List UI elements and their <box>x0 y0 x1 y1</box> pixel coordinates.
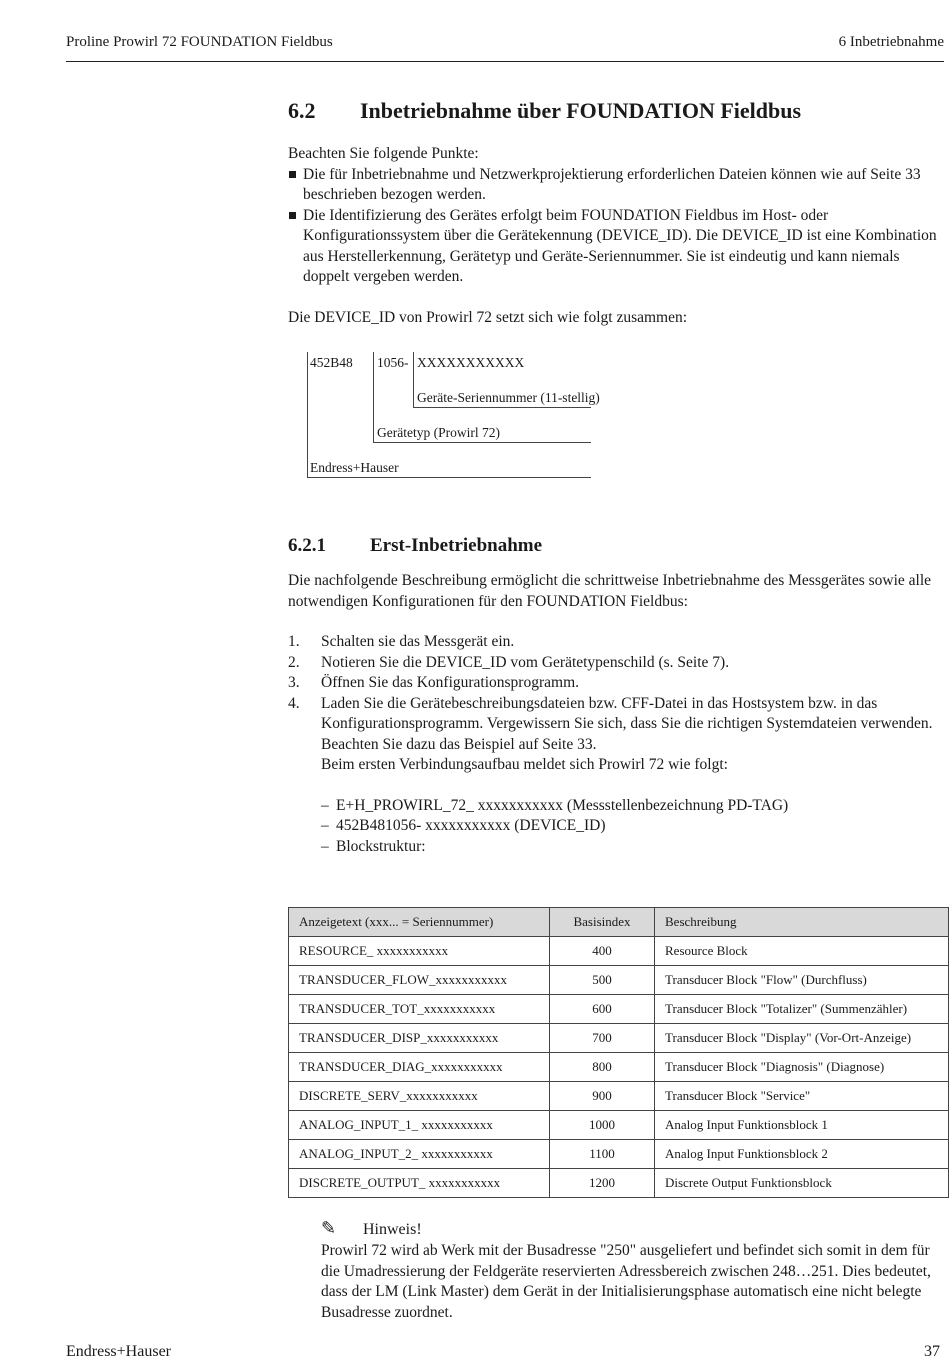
device-id-type-code: 1056- <box>377 355 409 370</box>
step-4-extra: Beim ersten Verbindungsaufbau meldet sich Prowirl 72 wie folgt: <box>321 756 728 773</box>
section-title: Inbetriebnahme über FOUNDATION Fieldbus <box>360 98 802 123</box>
column-header: Basisindex <box>550 908 655 937</box>
table-row: ANALOG_INPUT_2_ xxxxxxxxxxx 1100 Analog Input Funktionsblock 2 <box>289 1140 949 1169</box>
dash-item: – 452B481056- xxxxxxxxxxx (DEVICE_ID) <box>321 816 944 837</box>
table-row: DISCRETE_OUTPUT_ xxxxxxxxxxx 1200 Discrete Output Funktionsblock <box>289 1169 949 1198</box>
subsection-number: 6.2.1 <box>288 535 326 556</box>
page-content <box>288 96 944 1323</box>
note-title: Hinweis! <box>363 1221 422 1238</box>
subsection-title: Erst-Inbetriebnahme <box>370 535 543 556</box>
block-structure-table <box>288 907 949 1198</box>
table-row: TRANSDUCER_FLOW_xxxxxxxxxxx 500 Transducer Block "Flow" (Durchfluss) <box>289 966 949 995</box>
label-device-type: Gerätetyp (Prowirl 72) <box>377 425 500 440</box>
label-serial-number: Geräte-Seriennummer (11-stellig) <box>417 390 600 405</box>
bullet-item: Die für Inbetriebnahme und Netzwerkprojektierung erforderlichen Dateien können wie auf Seite 33 beschrieben bezogen werden. <box>288 165 944 206</box>
column-header: Anzeigetext (xxx... = Seriennummer) <box>289 908 550 937</box>
column-header: Beschreibung <box>655 908 949 937</box>
table-row: TRANSDUCER_TOT_xxxxxxxxxxx 600 Transducer Block "Totalizer" (Summenzähler) <box>289 995 949 1024</box>
section-heading <box>288 96 944 126</box>
header-chapter: 6 Inbetriebnahme <box>838 34 944 50</box>
step-item: 2. Notieren Sie die DEVICE_ID vom Gerätetypenschild (s. Seite 7). <box>288 653 730 671</box>
subsection-heading <box>288 533 944 559</box>
page-number: 37 <box>924 1343 940 1360</box>
bullet-list <box>288 165 944 288</box>
dash-item: – E+H_PROWIRL_72_ xxxxxxxxxxx (Messstellenbezeichnung PD-TAG) <box>321 796 944 817</box>
table-row: TRANSDUCER_DIAG_xxxxxxxxxxx 800 Transducer Block "Diagnosis" (Diagnose) <box>289 1053 949 1082</box>
dash-item: – Blockstruktur: <box>321 837 944 858</box>
section-intro: Beachten Sie folgende Punkte: <box>288 145 479 162</box>
section-number: 6.2 <box>288 98 316 123</box>
dash-list <box>321 796 944 858</box>
note-box <box>288 1218 944 1323</box>
subsection-intro: Die nachfolgende Beschreibung ermöglicht die schrittweise Inbetriebnahme des Messgerätes sowie alle notwendigen Konfigurationen für den FOUNDATION Fieldbus: <box>288 572 932 610</box>
device-id-vendor-code: 452B48 <box>310 355 353 370</box>
step-item: 3. Öffnen Sie das Konfigurationsprogramm. <box>288 674 579 691</box>
table-row: ANALOG_INPUT_1_ xxxxxxxxxxx 1000 Analog Input Funktionsblock 1 <box>289 1111 949 1140</box>
pencil-icon: ✎ <box>321 1218 337 1239</box>
page-header <box>66 32 944 62</box>
step-item: 4. Laden Sie die Gerätebeschreibungsdateien bzw. CFF-Datei in das Hostsystem bzw. in das Konfigurationsprogramm. Vergewissern Sie sich, dass Sie die richtigen Systemdateien verwenden. Beachten Sie dazu das Beispiel auf Seite 33. Beim ersten Verbindungsaufbau meldet sich Prowirl 72 wie folgt: – E+H_PROWIRL_72_ xxxxxxxxxxx (Messstellenbezeichnung PD-TAG) – 452B481056- xxxxxxxxxxx (DEVICE_ID) – Blockstruktur: <box>288 694 944 858</box>
label-vendor: Endress+Hauser <box>310 460 399 475</box>
bullet-item: Die Identifizierung des Gerätes erfolgt beim FOUNDATION Fieldbus im Host- oder Konfigurationssystem über die Gerätekennung (DEVICE_ID). Die DEVICE_ID ist eine Kombination aus Herstellerkennung, Gerätetyp und Geräte-Seriennummer. Sie ist eindeutig und kann niemals doppelt vergeben werden. <box>288 206 944 288</box>
note-text: Prowirl 72 wird ab Werk mit der Busadresse "250" ausgeliefert und befindet sich somit in dem für die Umadressierung der Feldgeräte reservierten Adressbereich zwischen 248…251. Dies bedeutet, dass der LM (Link Master) dem Gerät in der Initialisierungsphase automatisch eine nicht belegte Busadresse zuordnet. <box>321 1242 931 1321</box>
device-id-diagram <box>305 348 600 483</box>
table-row: DISCRETE_SERV_xxxxxxxxxxx 900 Transducer Block "Service" <box>289 1082 949 1111</box>
table-header-row <box>289 908 949 937</box>
table-row: RESOURCE_ xxxxxxxxxxx 400 Resource Block <box>289 937 949 966</box>
footer-company: Endress+Hauser <box>66 1343 171 1360</box>
device-id-intro: Die DEVICE_ID von Prowirl 72 setzt sich wie folgt zusammen: <box>288 308 688 326</box>
step-list <box>288 632 944 857</box>
step-item: 1. Schalten sie das Messgerät ein. <box>288 633 515 650</box>
device-id-serial-code: XXXXXXXXXXX <box>417 355 525 370</box>
table-row: TRANSDUCER_DISP_xxxxxxxxxxx 700 Transducer Block "Display" (Vor-Ort-Anzeige) <box>289 1024 949 1053</box>
header-document-title: Proline Prowirl 72 FOUNDATION Fieldbus <box>66 34 333 50</box>
